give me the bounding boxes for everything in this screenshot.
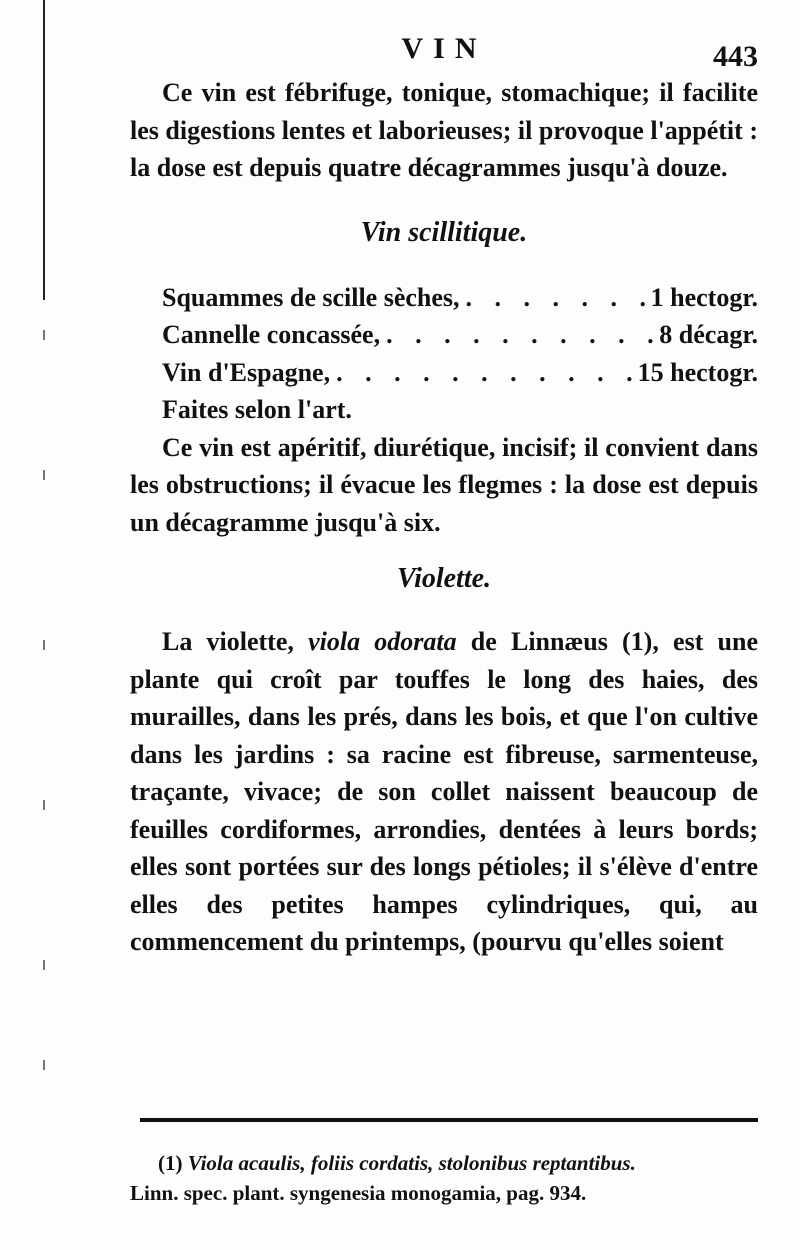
leader-dots [380,316,659,354]
running-title: VIN [401,32,487,65]
recipe-ingredient: Vin d'Espagne, [162,357,331,387]
recipe-quantity: 15 hectogr. [637,357,758,387]
gutter-mark [43,640,45,650]
recipe-ingredient: Cannelle concassée, [162,320,381,349]
paragraph-vin-properties: Ce vin est fébrifuge, tonique, stomachique; il facilite les digestions lentes et laborieuses; il provoque l'appétit : la dose est depuis quatre décagrammes jusqu'à douze. [130,78,758,182]
recipe-instruction: Faites selon l'art. [162,395,352,424]
page-body [130,30,758,961]
recipe-quantity: 1 hectogr. [650,282,758,312]
section-heading-violette: Violette. [396,563,492,594]
running-head [130,30,758,74]
gutter-mark [43,800,45,810]
gutter-mark [43,330,45,340]
page-number: 443 [713,40,758,73]
footnote-latin: Viola acaulis, foliis cordatis, stolonibus reptantibus. [187,1151,636,1175]
gutter-mark [43,1060,45,1070]
text-run: La violette, [162,627,309,656]
footnote-marker: (1) [158,1151,183,1175]
gutter-rule [43,0,45,300]
recipe-quantity: 8 décagr. [659,320,758,349]
leader-dots [330,354,638,392]
footnote-reference: Linn. spec. plant. syngenesia monogamia, pag. 934. [130,1181,587,1205]
recipe-list [162,279,758,429]
footnote [130,1148,758,1208]
recipe-item [162,316,758,354]
recipe-item [162,279,758,317]
footnote-rule [140,1118,758,1122]
gutter-mark [43,470,45,480]
section-heading-vin-scillitique: Vin scillitique. [360,216,528,248]
paragraph-violette-description [130,623,758,961]
leader-dots [460,279,651,317]
gutter-mark [43,960,45,970]
text-run: de Linnæus (1), est une plante qui croît par touffes le long des haies, des murailles, dans les prés, dans les bois, et que l'on cultive dans les jardins : sa racine est fibreuse, sarmenteuse, traçante, vivace; de son collet naissent beaucoup de feuilles cordiformes, arrondies, dentées à leurs bords; elles sont portées sur des longs pétioles; il s'élève d'entre elles des petites hampes cylindriques, qui, au commencement du printemps, (pourvu qu'elles soient [130,627,758,956]
recipe-item [162,354,758,392]
footnote-line [130,1148,758,1178]
latin-name: viola odorata [308,627,457,656]
recipe-ingredient: Squammes de scille sèches, [162,282,460,312]
paragraph-vin-scillitique-properties: Ce vin est apéritif, diurétique, incisif; il convient dans les obstructions; il évacue les flegmes : la dose est depuis un décagramme jusqu'à six. [130,432,758,537]
